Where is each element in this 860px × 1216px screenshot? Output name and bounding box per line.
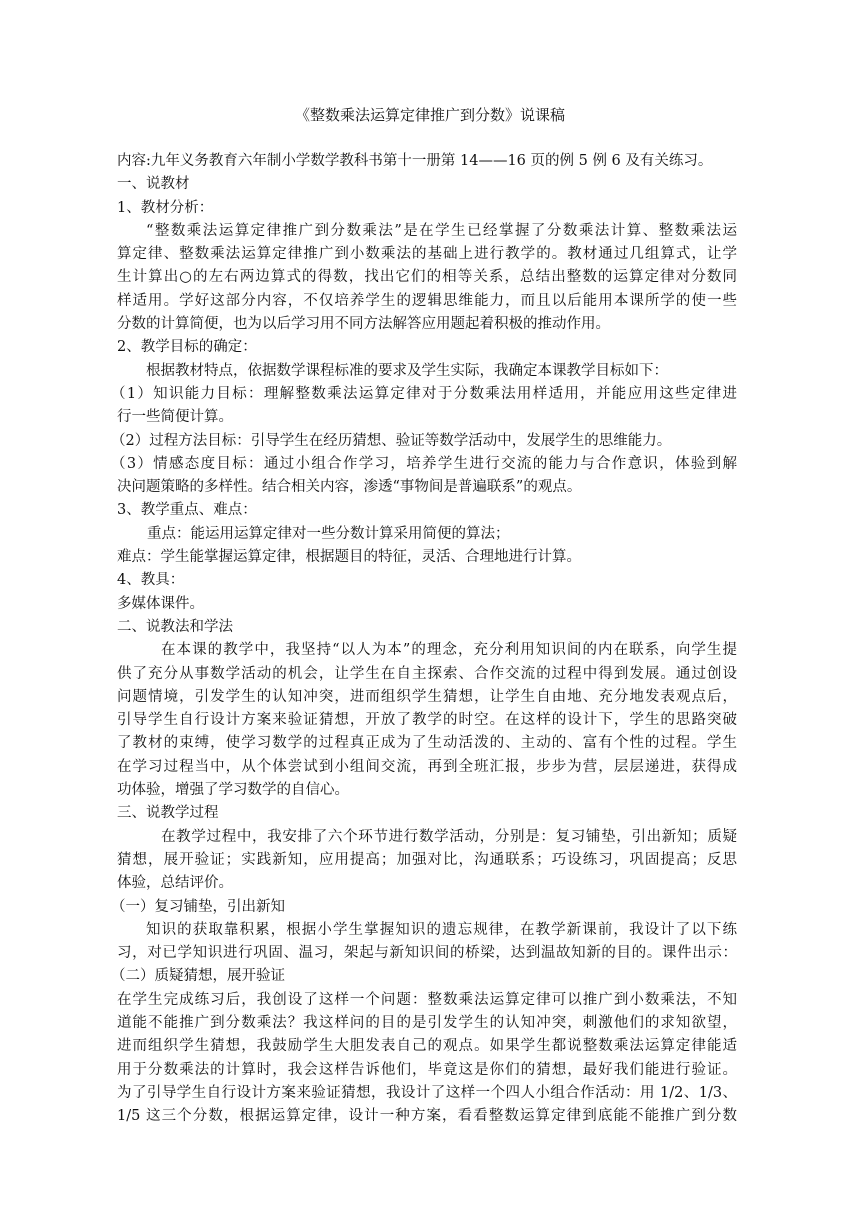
paragraph-line: 问题情境，引发学生的认知冲突，进而组织学生猜想，让学生自由地、充分地发表观点后， bbox=[117, 688, 737, 705]
paragraph-line: 根据教材特点，依据数学课程标准的要求及学生实际，我确定本课教学目标如下： bbox=[146, 362, 668, 379]
goal-item: （3）情感态度目标：通过小组合作学习，培养学生进行交流的能力与合作意识，体验到解 bbox=[111, 455, 737, 472]
document-title: 《整数乘法运算定律推广到分数》说课稿 bbox=[294, 106, 565, 124]
paragraph-line: 体验，总结评价。 bbox=[117, 875, 233, 892]
paragraph-line: 为了引导学生自行设计方案来验证猜想，我设计了这样一个四人小组合作活动：用 1/2、1/3、 bbox=[117, 1084, 737, 1101]
paragraph-line: 知识的获取靠积累，根据小学生掌握知识的遗忘规律，在教学新课前，我设计了以下练 bbox=[146, 921, 737, 938]
paragraph-line: 在学生完成练习后，我创设了这样一个问题：整数乘法运算定律可以推广到小数乘法，不知 bbox=[117, 991, 737, 1008]
section-heading-methods: 二、说教法和学法 bbox=[117, 618, 233, 635]
paragraph-line: 道能不能推广到分数乘法？我这样问的目的是引发学生的认知冲突，刺激他们的求知欲望， bbox=[117, 1014, 737, 1031]
paragraph-line: 在教学过程中，我安排了六个环节进行数学活动，分别是：复习铺垫，引出新知；质疑 bbox=[161, 828, 737, 845]
content-line: 内容:九年义务教育六年制小学数学教科书第十一册第 14——16 页的例 5 例 6 及有关练习。 bbox=[117, 153, 713, 169]
paragraph-line: 生计算出○的左右两边算式的得数，找出它们的相等关系，总结出整数的运算定律对分数同 bbox=[117, 269, 737, 286]
paragraph-line: “整数乘法运算定律推广到分数乘法”是在学生已经掌握了分数乘法计算、整数乘法运 bbox=[146, 222, 737, 239]
goal-item-cont: 行一些简便计算。 bbox=[117, 409, 233, 426]
subheading-goals: 2、教学目标的确定： bbox=[117, 339, 257, 356]
paragraph-line: 功体验，增强了学习数学的自信心。 bbox=[117, 782, 349, 799]
key-point-line: 重点：能运用运算定律对一些分数计算采用简便的算法； bbox=[147, 525, 510, 542]
paragraph-line: 在学习过程当中，从个体尝试到小组间交流，再到全班汇报，步步为营，层层递进，获得成 bbox=[117, 758, 737, 775]
paragraph-line: 在本课的教学中，我坚持“以人为本”的理念，充分利用知识间的内在联系，向学生提 bbox=[161, 642, 737, 659]
paragraph-line: 分数的计算简便，也为以后学习用不同方法解答应用题起着积极的推动作用。 bbox=[117, 316, 610, 333]
document-body bbox=[111, 150, 737, 1128]
goal-item-cont: 决问题策略的多样性。结合相关内容，渗透“事物间是普遍联系”的观点。 bbox=[117, 479, 582, 496]
step-heading: （一）复习铺垫，引出新知 bbox=[111, 898, 285, 915]
tools-line: 多媒体课件。 bbox=[117, 595, 204, 612]
paragraph-line: 样适用。学好这部分内容，不仅培养学生的逻辑思维能力，而且以后能用本课所学的使一些 bbox=[117, 292, 737, 309]
goal-item: （1）知识能力目标：理解整数乘法运算定律对于分数乘法用样适用，并能应用这些定律进 bbox=[111, 385, 737, 402]
difficulty-line: 难点：学生能掌握运算定律，根据题目的特征，灵活、合理地进行计算。 bbox=[117, 549, 581, 566]
paragraph-line: 猜想，展开验证；实践新知，应用提高；加强对比，沟通联系；巧设练习，巩固提高；反思 bbox=[117, 851, 737, 868]
subheading-key-points: 3、教学重点、难点： bbox=[117, 502, 257, 519]
paragraph-line: 进而组织学生猜想，我鼓励学生大胆发表自己的观点。如果学生都说整数乘法运算定律能适 bbox=[117, 1038, 737, 1055]
paragraph-line: 引导学生自行设计方案来验证猜想，开放了教学的时空。在这样的设计下，学生的思路突破 bbox=[117, 712, 737, 729]
paragraph-line: 算定律、整数乘法运算定律推广到小数乘法的基础上进行教学的。教材通过几组算式，让学 bbox=[117, 246, 737, 263]
paragraph-line: 供了充分从事数学活动的机会，让学生在自主探索、合作交流的过程中得到发展。通过创设 bbox=[117, 665, 737, 682]
subheading-tools: 4、教具： bbox=[117, 572, 185, 589]
paragraph-line: 习，对已学知识进行巩固、温习，架起与新知识间的桥梁，达到温故知新的目的。课件出示： bbox=[117, 945, 737, 962]
step-heading: （二）质疑猜想，展开验证 bbox=[111, 968, 285, 985]
subheading-analysis: 1、教材分析： bbox=[117, 199, 214, 216]
section-heading-textbook: 一、说教材 bbox=[117, 176, 190, 193]
paragraph-line: 1/5 这三个分数，根据运算定律，设计一种方案，看看整数运算定律到底能不能推广到分数 bbox=[117, 1108, 737, 1125]
goal-item: （2）过程方法目标：引导学生在经历猜想、验证等数学活动中，发展学生的思维能力。 bbox=[111, 432, 672, 449]
section-heading-process: 三、说教学过程 bbox=[117, 805, 219, 822]
paragraph-line: 了教材的束缚，使学习数学的过程真正成为了生动活泼的、主动的、富有个性的过程。学生 bbox=[117, 735, 737, 752]
paragraph-line: 用于分数乘法的计算时，我会这样告诉他们，毕竟这是你们的猜想，最好我们能进行验证。 bbox=[117, 1061, 737, 1078]
